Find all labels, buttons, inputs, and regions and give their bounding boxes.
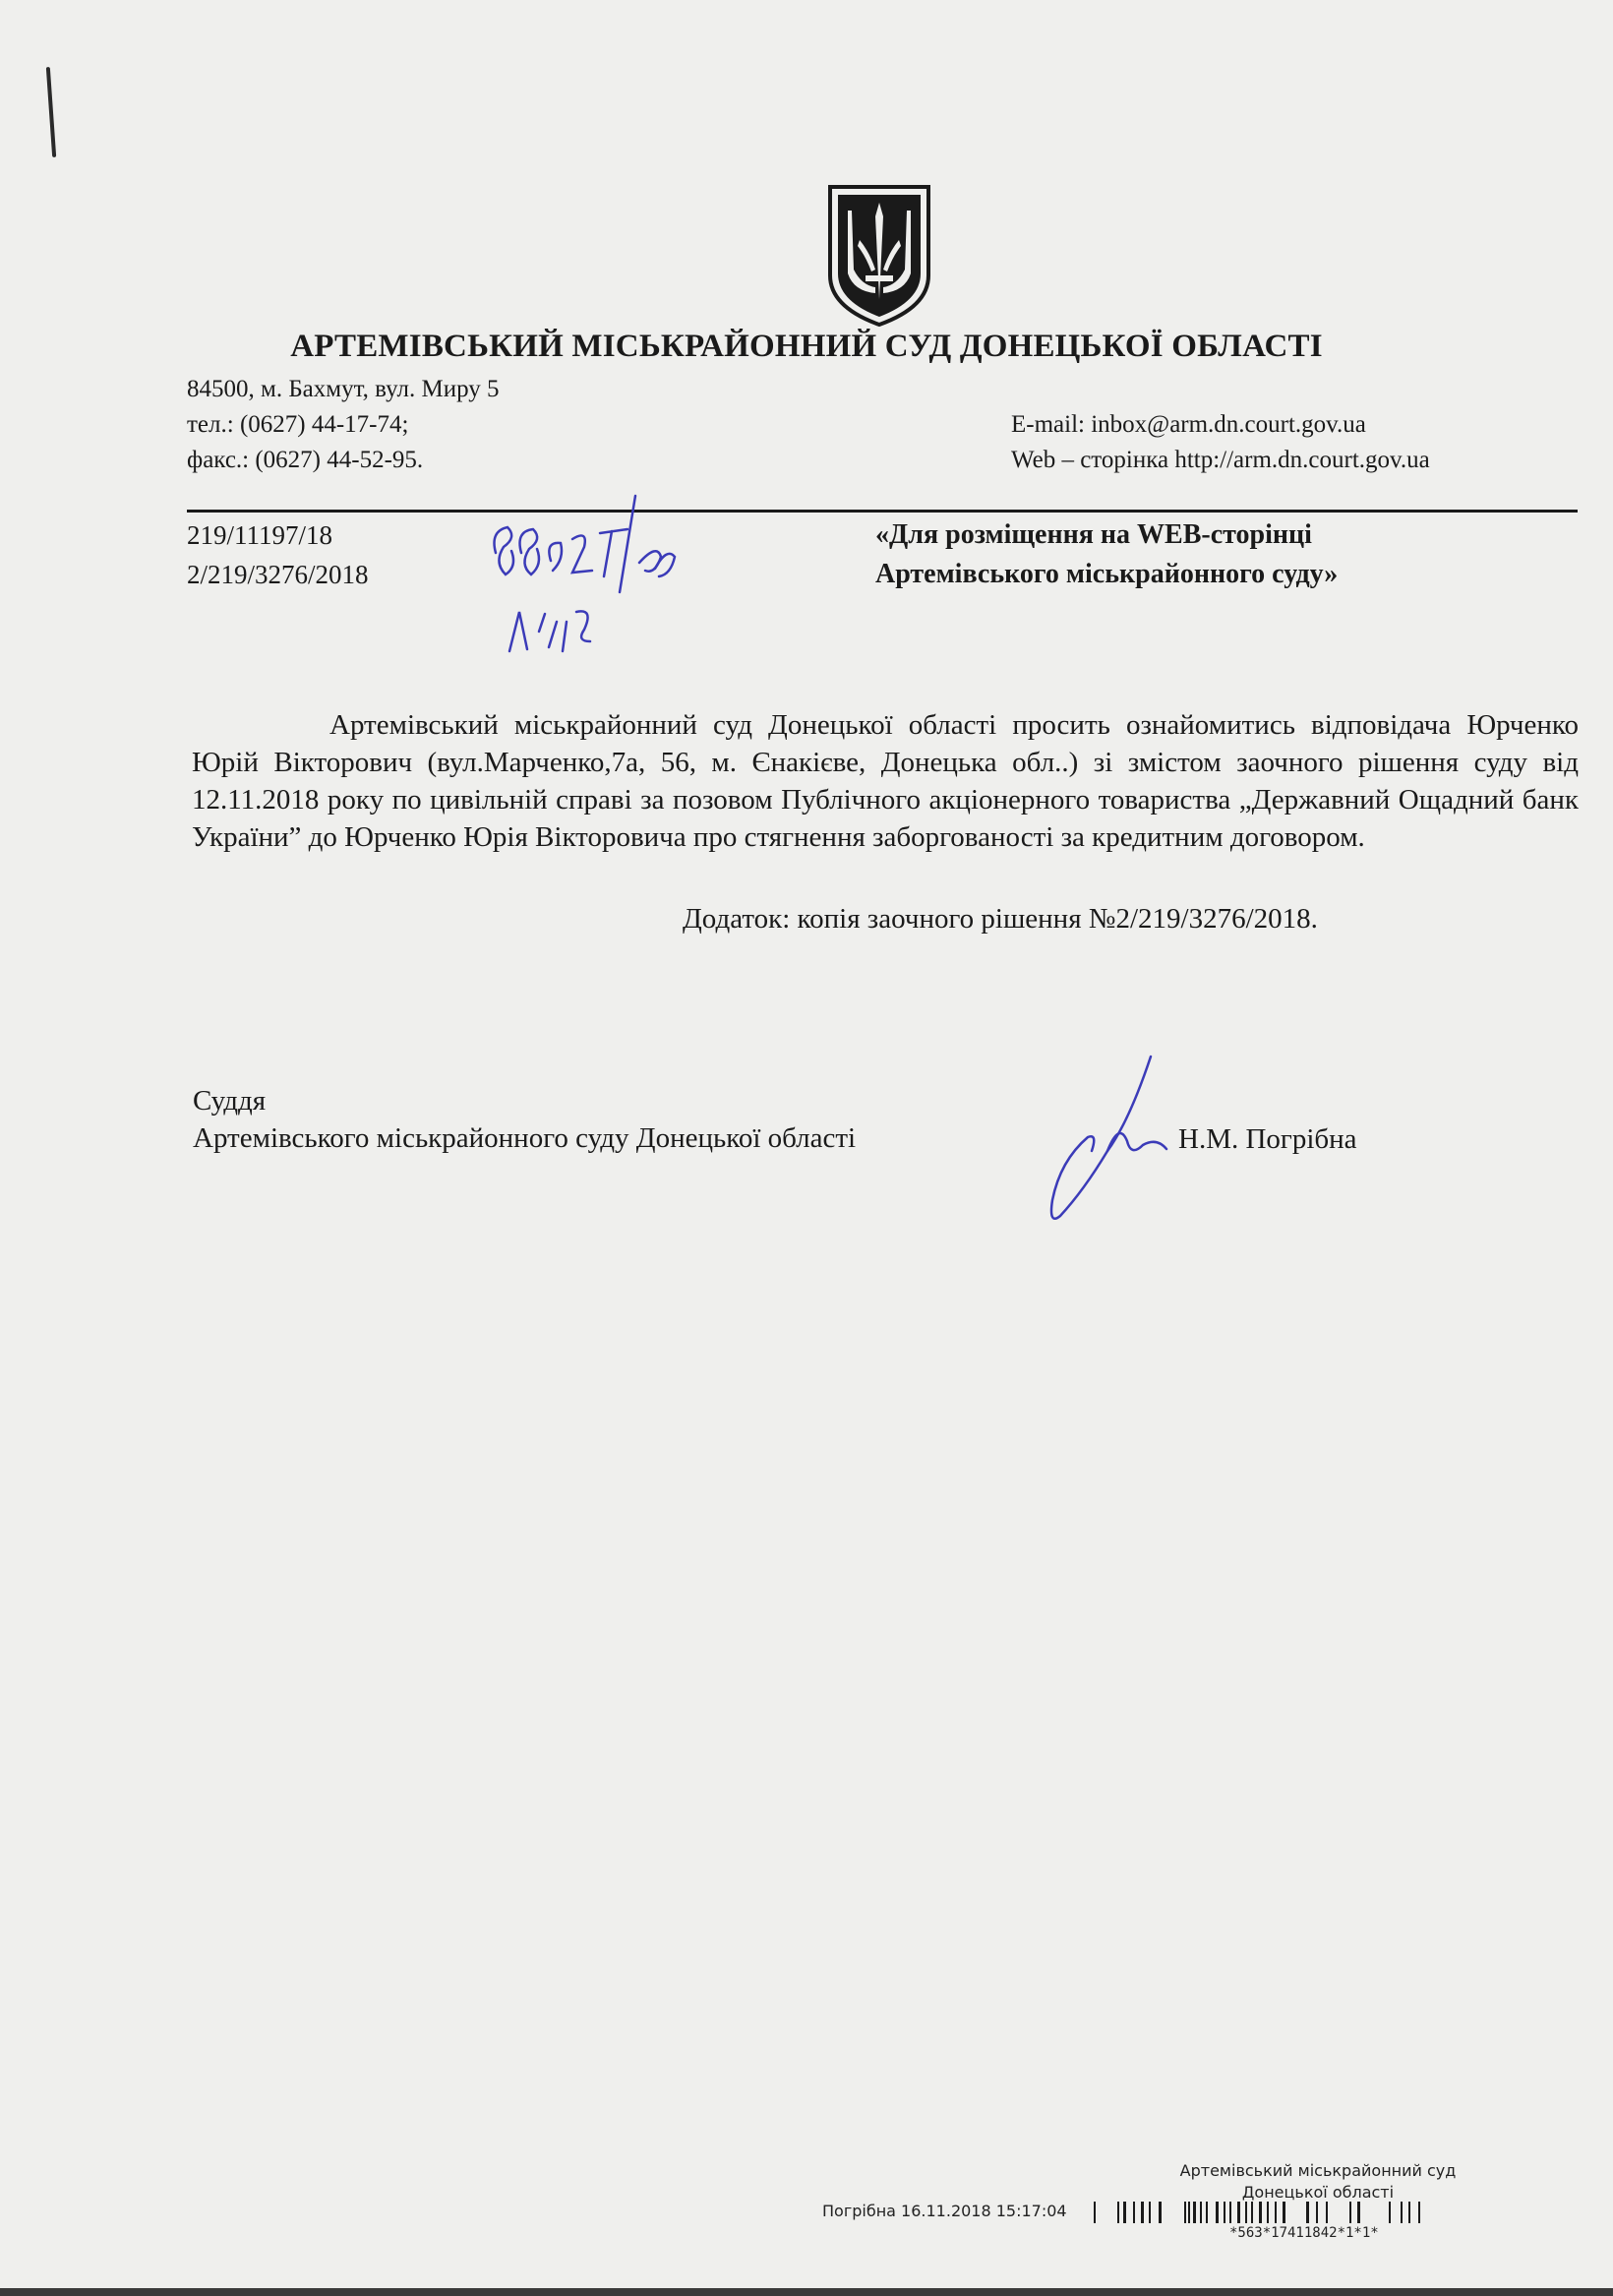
signer-name: Н.М. Погрібна bbox=[1178, 1123, 1357, 1155]
stamp-court-line-1: Артемівський міськрайонний суд bbox=[1179, 2161, 1457, 2180]
signer-title: Суддя bbox=[193, 1085, 267, 1117]
stamp-court-line-2: Донецької області bbox=[1241, 2183, 1395, 2202]
court-title: АРТЕМІВСЬКИЙ МІСЬКРАЙОННИЙ СУД ДОНЕЦЬКОЇ ОБЛАСТІ bbox=[290, 329, 1323, 364]
court-phone: тел.: (0627) 44-17-74; bbox=[187, 411, 409, 438]
publication-note-line-2: Артемівського міськрайонного суду» bbox=[875, 559, 1339, 589]
handwritten-registration-mark bbox=[482, 484, 728, 681]
court-fax: факс.: (0627) 44-52-95. bbox=[187, 447, 424, 473]
header-divider bbox=[187, 510, 1578, 513]
court-website: Web – сторінка http://arm.dn.court.gov.ua bbox=[1011, 447, 1430, 473]
barcode-text: *563*17411842*1*1* bbox=[1229, 2225, 1379, 2241]
appendix-line: Додаток: копія заочного рішення №2/219/3276/2018. bbox=[683, 903, 1318, 935]
letter-body bbox=[192, 706, 1579, 856]
margin-mark bbox=[46, 67, 56, 157]
trident-coat-of-arms-icon bbox=[824, 181, 934, 329]
signer-organization: Артемівського міськрайонного суду Донецької області bbox=[193, 1122, 857, 1154]
stamp-registration: Погрібна 16.11.2018 15:17:04 bbox=[822, 2202, 1067, 2220]
publication-note-line-1: «Для розміщення на WEB-сторінці bbox=[875, 519, 1312, 550]
scan-bottom-edge bbox=[0, 2288, 1613, 2296]
court-email: E-mail: inbox@arm.dn.court.gov.ua bbox=[1011, 411, 1366, 438]
case-number-1: 219/11197/18 bbox=[187, 520, 332, 550]
letter-paragraph: Артемівський міськрайонний суд Донецької області просить ознайомитись відповідача Юрченко Юрій Вікторович (вул.Марченко,7а, 56, м. Єнакієве, Донецька обл..) зі змістом заочного рішення суду від 12.11.2018 року по цивільній справі за позовом Публічного акціонерного товариства „Державний Ощадний банк України” до Юрченко Юрія Вікторовича про стягнення заборгованості за кредитним договором. bbox=[192, 709, 1579, 853]
handwritten-signature bbox=[1013, 1043, 1190, 1239]
court-address: 84500, м. Бахмут, вул. Миру 5 bbox=[187, 376, 500, 402]
document-barcode bbox=[1094, 2200, 1556, 2225]
case-number-2: 2/219/3276/2018 bbox=[187, 560, 369, 589]
